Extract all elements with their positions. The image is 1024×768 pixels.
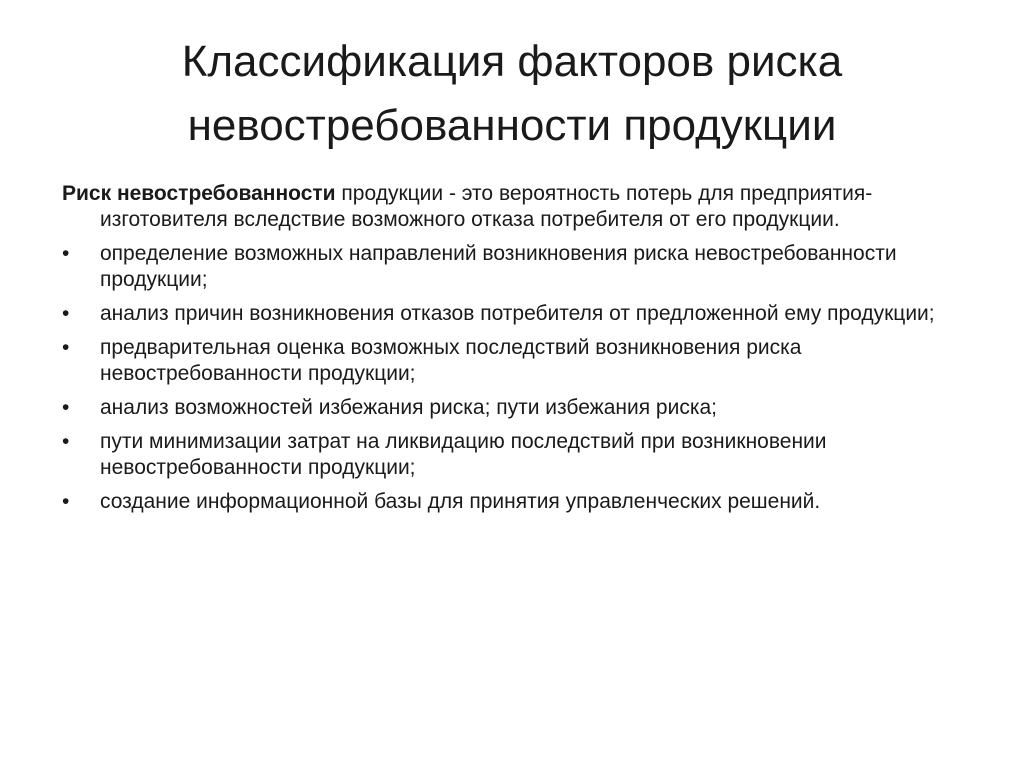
definition-term: Риск невостребованности (62, 182, 336, 205)
bullet-icon: • (62, 490, 70, 513)
factor-list (62, 241, 962, 515)
list-item (62, 241, 962, 293)
list-item-text: пути минимизации затрат на ликвидацию последствий при возникновении невостребованности продукции; (100, 430, 827, 479)
definition-paragraph (62, 181, 962, 233)
definition-text: продукции - это вероятность потерь для предприятия-изготовителя вследствие возможного отказа потребителя от его продукции. (100, 182, 873, 231)
list-item (62, 489, 962, 515)
list-item (62, 429, 962, 481)
title-line-1: Классификация факторов риска (181, 37, 843, 86)
list-item-text: анализ возможностей избежания риска; пути избежания риска; (100, 396, 717, 419)
bullet-icon: • (62, 430, 70, 453)
title-line-2: невостребованности продукции (187, 101, 837, 150)
slide-title (0, 30, 1024, 158)
list-item-text: создание информационной базы для принятия управленческих решений. (100, 490, 821, 513)
list-item (62, 395, 962, 421)
slide-body (62, 181, 962, 523)
list-item (62, 335, 962, 387)
list-item-text: определение возможных направлений возникновения риска невостребованности продукции; (100, 242, 897, 291)
bullet-icon: • (62, 242, 70, 265)
bullet-icon: • (62, 396, 70, 419)
bullet-icon: • (62, 302, 70, 325)
list-item (62, 301, 962, 327)
bullet-icon: • (62, 336, 70, 359)
list-item-text: анализ причин возникновения отказов потребителя от предложенной ему продукции; (100, 302, 935, 325)
list-item-text: предварительная оценка возможных последствий возникновения риска невостребованности продукции; (100, 336, 802, 385)
